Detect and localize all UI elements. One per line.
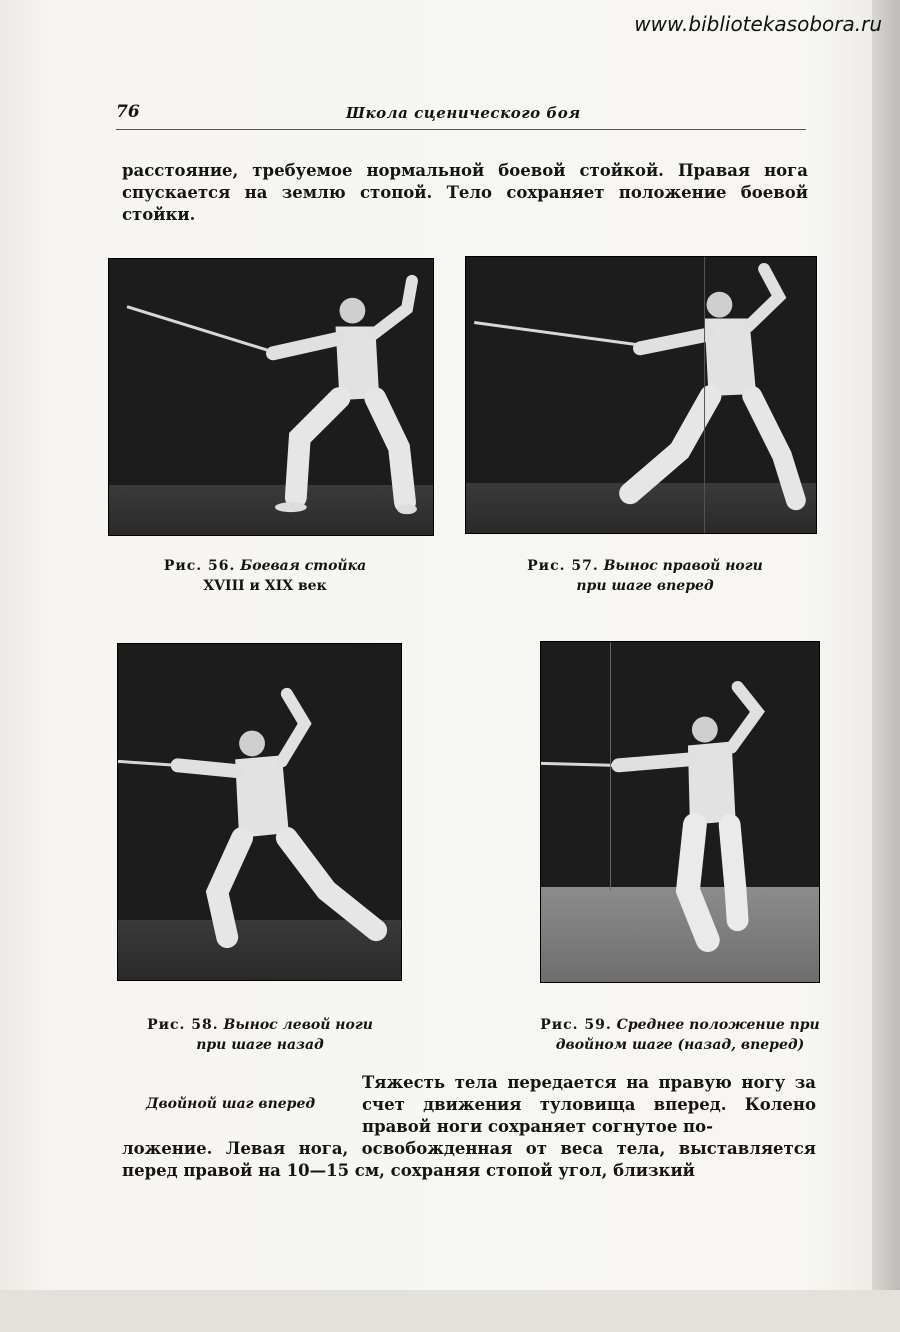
figure-57-title-line1: Вынос правой ноги (603, 558, 763, 574)
fencer-middle-position-photo-icon (541, 642, 819, 982)
figure-56-caption (130, 556, 400, 596)
running-title: Школа сценического боя (346, 104, 581, 122)
fencer-left-leg-photo-icon (118, 644, 401, 980)
side-heading: Двойной шаг вперед (146, 1096, 316, 1112)
figure-58-label: Рис. 58. (147, 1017, 219, 1033)
page-bottom-margin (0, 1290, 900, 1332)
figure-58-title-line1: Вынос левой ноги (223, 1017, 373, 1033)
figure-58-title-line2: при шаге назад (196, 1037, 324, 1053)
page-edge-shadow (872, 0, 900, 1290)
figure-56-title-line1: Боевая стойка (240, 558, 367, 574)
page-number: 76 (116, 102, 140, 122)
figure-57-caption (495, 556, 795, 596)
paragraph-top: расстояние, требуемое нормальной боевой стойкой. Правая нога спускается на землю стопой. Тело сохраняет положение боевой стойки. (122, 161, 808, 224)
figure-58-caption (115, 1015, 405, 1055)
figure-57-photo (465, 256, 817, 534)
figure-56-label: Рис. 56. (163, 558, 236, 574)
paragraph-bottom-rest: ложение. Левая нога, освобожденная от веса тела, выставляется перед правой на 10—15 см, сохраняя стопой угол, близкий (122, 1139, 816, 1180)
fencer-stance-photo-icon (109, 259, 433, 535)
figure-57-title-line2: при шаге вперед (576, 578, 714, 594)
figure-56-photo (108, 258, 434, 536)
figure-59-label: Рис. 59. (540, 1017, 612, 1033)
paragraph-bottom-first: Тяжесть тела передается на правую ногу за счет движения туловища вперед. Колено правой ноги сохраняет согнутое по- (362, 1073, 816, 1136)
figure-56-title-line2: XVIII и XIX век (203, 578, 327, 594)
figure-59-title-line1: Среднее положение при (616, 1017, 820, 1033)
page-header (116, 100, 806, 130)
watermark-url[interactable]: www.bibliotekasobora.ru (634, 12, 882, 36)
fencer-right-leg-photo-icon (466, 257, 816, 533)
figure-59-photo (540, 641, 820, 983)
figure-58-photo (117, 643, 402, 981)
figure-59-title-line2: двойном шаге (назад, вперед) (555, 1037, 805, 1053)
figure-57-label: Рис. 57. (527, 558, 599, 574)
figure-59-caption (520, 1015, 840, 1055)
